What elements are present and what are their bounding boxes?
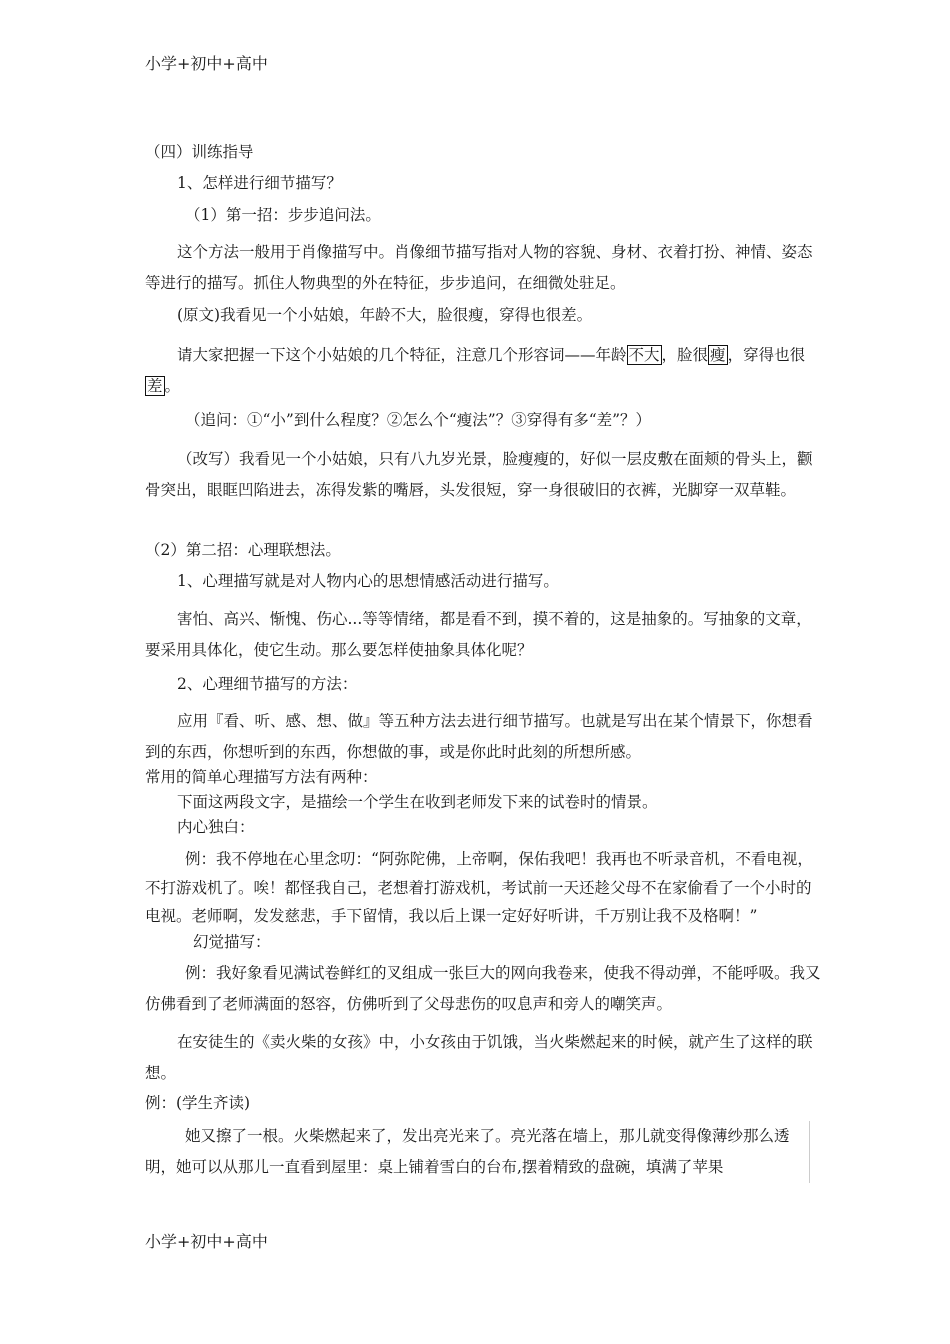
method-2-point-2: 2、心理细节描写的方法： <box>177 674 358 693</box>
question-1: 1、怎样进行细节描写？ <box>177 174 342 193</box>
inner-monologue-example: 例：我不停地在心里念叨：“阿弥陀佛，上帝啊，保佑我吧！我再也不听录音机，不看电视，不打游戏机了。唉！都怪我自己，老想着打游戏机，考试前一天还趁父母不在家偷看了一个小时的电视。老师啊，发发慈悲，手下留情，我以后上课一定好好听讲，千万别让我不及格啊！” <box>145 850 813 926</box>
hallucination-label: 幻觉描写： <box>193 932 271 951</box>
two-methods-note: 常用的简单心理描写方法有两种： <box>145 768 378 786</box>
boxed-word: 瘦 <box>710 345 726 364</box>
content-body <box>145 140 825 1183</box>
prompt-text: ，脸很 <box>661 345 709 364</box>
method-1-description: 这个方法一般用于肖像描写中。肖像细节描写指对人物的容貌、身材、衣着打扮、神情、姿态等进行的描写。抓住人物典型的外在特征，步步追问，在细微处驻足。 <box>145 243 813 293</box>
reading-label: 例：(学生齐读) <box>145 1094 251 1112</box>
adjective-prompt <box>145 340 825 402</box>
method-2-five-ways: 应用『看、听、感、想、做』等五种方法去进行细节描写。也就是写出在某个情景下，你想看到的东西，你想听到的东西，你想做的事，或是你此时此刻的所想所感。 <box>145 712 813 761</box>
method-2-title: （2）第二招：心理联想法。 <box>145 540 341 559</box>
method-2-emotions: 害怕、高兴、惭愧、伤心...等等情绪，都是看不到，摸不着的，这是抽象的。写抽象的文章，要采用具体化，使它生动。那么要怎样使抽象具体化呢？ <box>145 609 812 659</box>
andersen-intro: 在安徒生的《卖火柴的女孩》中，小女孩由于饥饿，当火柴燃起来的时候，就产生了这样的联想。 <box>145 1033 813 1082</box>
prompt-text: 。 <box>164 376 181 395</box>
boxed-word: 差 <box>147 376 163 395</box>
hallucination-example: 例：我好象看见满试卷鲜红的叉组成一张巨大的网向我卷来，使我不得动弹，不能呼吸。我又仿佛看到了老师满面的怒容，仿佛听到了父母悲伤的叹息声和旁人的嘲笑声。 <box>145 964 821 1013</box>
original-text: (原文)我看见一个小姑娘，年龄不大，脸很瘦，穿得也很差。 <box>177 306 593 325</box>
scenario-intro: 下面这两段文字，是描绘一个学生在收到老师发下来的试卷时的情景。 <box>177 793 658 812</box>
prompt-text: ，穿得也很 <box>727 345 806 364</box>
matchgirl-excerpt: 她又擦了一根。火柴燃起来了，发出亮光来了。亮光落在墙上，那儿就变得像薄纱那么透明，她可以从那儿一直看到屋里：桌上铺着雪白的台布,摆着精致的盘碗，填满了苹果 <box>145 1121 810 1183</box>
page-footer: 小学+初中+高中 <box>145 1232 268 1251</box>
method-2-point-1: 1、心理描写就是对人物内心的思想情感活动进行描写。 <box>177 572 559 591</box>
prompt-text: 请大家把握一下这个小姑娘的几个特征，注意几个形容词——年龄 <box>177 345 627 364</box>
inner-monologue-label: 内心独白： <box>177 817 255 836</box>
follow-up-questions: （追问：①“小”到什么程度？②怎么个“瘦法”？③穿得有多“差”？） <box>185 410 652 429</box>
page-header: 小学+初中+高中 <box>145 54 268 73</box>
method-1-title: （1）第一招：步步追问法。 <box>185 205 381 224</box>
rewrite-example: （改写）我看见一个小姑娘，只有八九岁光景，脸瘦瘦的，好似一层皮敷在面颊的骨头上，颧骨突出，眼眶凹陷进去，冻得发紫的嘴唇，头发很短，穿一身很破旧的衣裤，光脚穿一双草鞋。 <box>145 449 813 499</box>
boxed-word: 不大 <box>628 345 660 364</box>
section-heading: （四）训练指导 <box>145 143 254 161</box>
